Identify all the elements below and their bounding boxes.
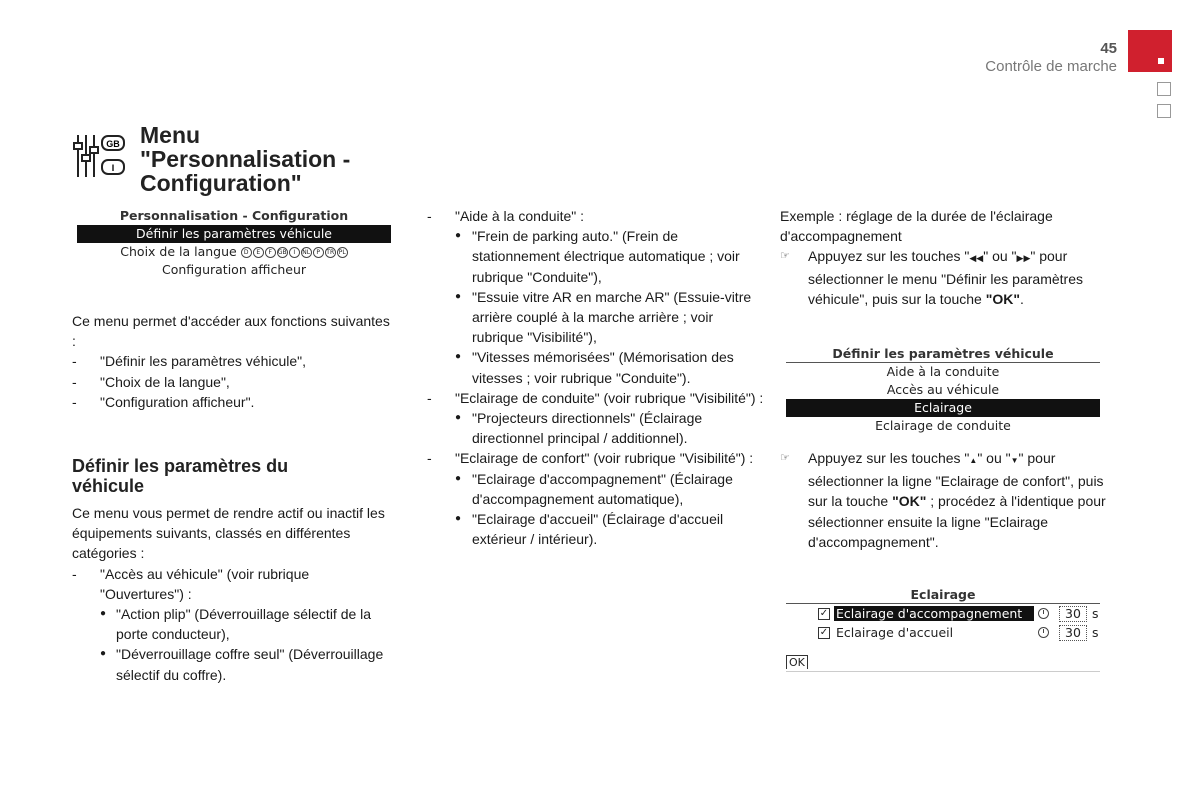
screen-row: Configuration afficheur xyxy=(161,262,307,277)
duration-value: 30 xyxy=(1059,606,1087,622)
screen-row: Aide à la conduite xyxy=(886,364,1000,379)
duration-unit: s xyxy=(1092,625,1099,640)
lang-badge: NL xyxy=(302,249,311,256)
category-item: - "Eclairage de confort" (voir rubrique "Visibilité") : xyxy=(427,448,767,468)
lang-badge: PL xyxy=(337,247,348,258)
lang-badge: D xyxy=(241,247,252,258)
up-key-icon: ▲ xyxy=(969,456,978,465)
lang-badge: F xyxy=(265,247,276,258)
chapter-box-2 xyxy=(1157,82,1171,96)
bullet-item: ● "Vitesses mémorisées" (Mémorisation des vitesses ; voir rubrique "Conduite"). xyxy=(427,347,767,387)
checkbox-icon: ✓ xyxy=(819,626,829,638)
intro-text: Ce menu permet d'accéder aux fonctions suivantes : xyxy=(72,313,390,350)
checkbox-icon: ✓ xyxy=(819,607,829,619)
language-flags xyxy=(241,247,348,258)
down-key-icon: ▼ xyxy=(1010,456,1019,465)
list-item: - "Définir les paramètres véhicule", xyxy=(72,351,392,371)
lang-badge: GB xyxy=(277,249,287,256)
chapter-box-3 xyxy=(1157,104,1171,118)
screen-row xyxy=(77,243,391,261)
screen-footer xyxy=(786,654,1100,672)
forward-key-icon: ▶▶ xyxy=(1016,253,1031,264)
screen-row: Eclairage de conduite xyxy=(875,418,1011,433)
page-number: 45 xyxy=(1100,40,1117,57)
example-block xyxy=(780,206,1110,309)
page-title: Menu "Personnalisation - Configuration" xyxy=(140,122,351,196)
section-title: Contrôle de marche xyxy=(985,58,1117,75)
bullet-item: ● "Projecteurs directionnels" (Éclairage directionnel principal / additionnel). xyxy=(427,408,767,448)
category-item: - "Eclairage de conduite" (voir rubrique "Visibilité") : xyxy=(427,388,767,408)
category-item: - "Accès au véhicule" (voir rubrique "Ouvertures") : xyxy=(72,564,392,604)
screen-eclairage xyxy=(786,586,1100,672)
screen-row: Accès au véhicule xyxy=(886,382,1000,397)
lang-badge: TR xyxy=(326,249,335,256)
screen-header: Définir les paramètres véhicule xyxy=(786,345,1100,363)
screen-header: Personnalisation - Configuration xyxy=(119,208,349,223)
list-item: - "Configuration afficheur". xyxy=(72,392,392,412)
lang-badge: E xyxy=(253,247,264,258)
ok-key: "OK" xyxy=(985,290,1021,307)
instruction-step-1: ☞ Appuyez sur les touches "◀◀" ou "▶▶" pour sélectionner le menu "Définir les paramètres véhicule", puis sur la touche "OK". xyxy=(780,246,1110,309)
timer-icon xyxy=(1038,608,1049,619)
instruction-block xyxy=(780,448,1110,552)
instruction-step-2: ☞ Appuyez sur les touches "▲" ou "▼" pour sélectionner la ligne "Eclairage de confort", puis sur la touche "OK" ; procédez à l'identique pour sélectionner ensuite la ligne "Eclairage d'accompagnement". xyxy=(780,448,1110,552)
categories-block xyxy=(427,206,767,549)
ok-key: "OK" xyxy=(892,493,927,510)
list-item: - "Choix de la langue", xyxy=(72,372,392,392)
bullet-item: ● "Action plip" (Déverrouillage sélectif de la porte conducteur), xyxy=(72,604,392,644)
bullet-item: ● "Eclairage d'accueil" (Éclairage d'accueil extérieur / intérieur). xyxy=(427,509,767,549)
lang-badge: I xyxy=(289,247,300,258)
screen-definir-parametres xyxy=(786,345,1100,435)
screen-row-label: Choix de la langue xyxy=(120,244,237,259)
category-item: - "Aide à la conduite" : xyxy=(427,206,767,226)
bullet-item: ● "Eclairage d'accompagnement" (Éclairage d'accompagnement automatique), xyxy=(427,469,767,509)
timer-icon xyxy=(1038,627,1049,638)
section-heading: Définir les paramètres du véhicule xyxy=(72,456,289,496)
bullet-item: ● "Essuie vitre AR en marche AR" (Essuie-vitre arrière couplé à la marche arrière ; voir rubrique "Visibilité"), xyxy=(427,287,767,348)
i-badge: I xyxy=(111,163,115,173)
setting-row xyxy=(786,623,1100,642)
section-block xyxy=(72,503,392,685)
section-text: Ce menu vous permet de rendre actif ou inactif les équipements suivants, classés en différentes catégories : xyxy=(72,505,385,562)
settings-sliders-icon xyxy=(72,133,128,179)
rewind-key-icon: ◀◀ xyxy=(969,253,984,264)
setting-label: Eclairage d'accompagnement xyxy=(834,606,1034,621)
bullet-item: ● "Frein de parking auto." (Frein de stationnement électrique automatique ; voir rubrique "Conduite"), xyxy=(427,226,767,287)
lang-badge: P xyxy=(313,247,324,258)
chapter-tab xyxy=(1128,30,1172,72)
tab-marker xyxy=(1158,58,1164,64)
screen-header: Eclairage xyxy=(786,586,1100,604)
setting-label: Eclairage d'accueil xyxy=(836,625,954,640)
screen-row-selected: Eclairage xyxy=(786,399,1100,417)
gb-badge: GB xyxy=(106,139,120,149)
screen-row-selected: Définir les paramètres véhicule xyxy=(77,225,391,243)
screen-personnalisation xyxy=(77,207,391,279)
bullet-item: ● "Déverrouillage coffre seul" (Déverrouillage sélectif du coffre). xyxy=(72,644,392,684)
duration-unit: s xyxy=(1092,606,1099,621)
duration-value: 30 xyxy=(1059,625,1087,641)
example-text: Exemple : réglage de la durée de l'éclairage d'accompagnement xyxy=(780,208,1053,245)
setting-row xyxy=(786,604,1100,623)
intro-block xyxy=(72,311,392,412)
ok-softkey: OK xyxy=(786,655,808,669)
